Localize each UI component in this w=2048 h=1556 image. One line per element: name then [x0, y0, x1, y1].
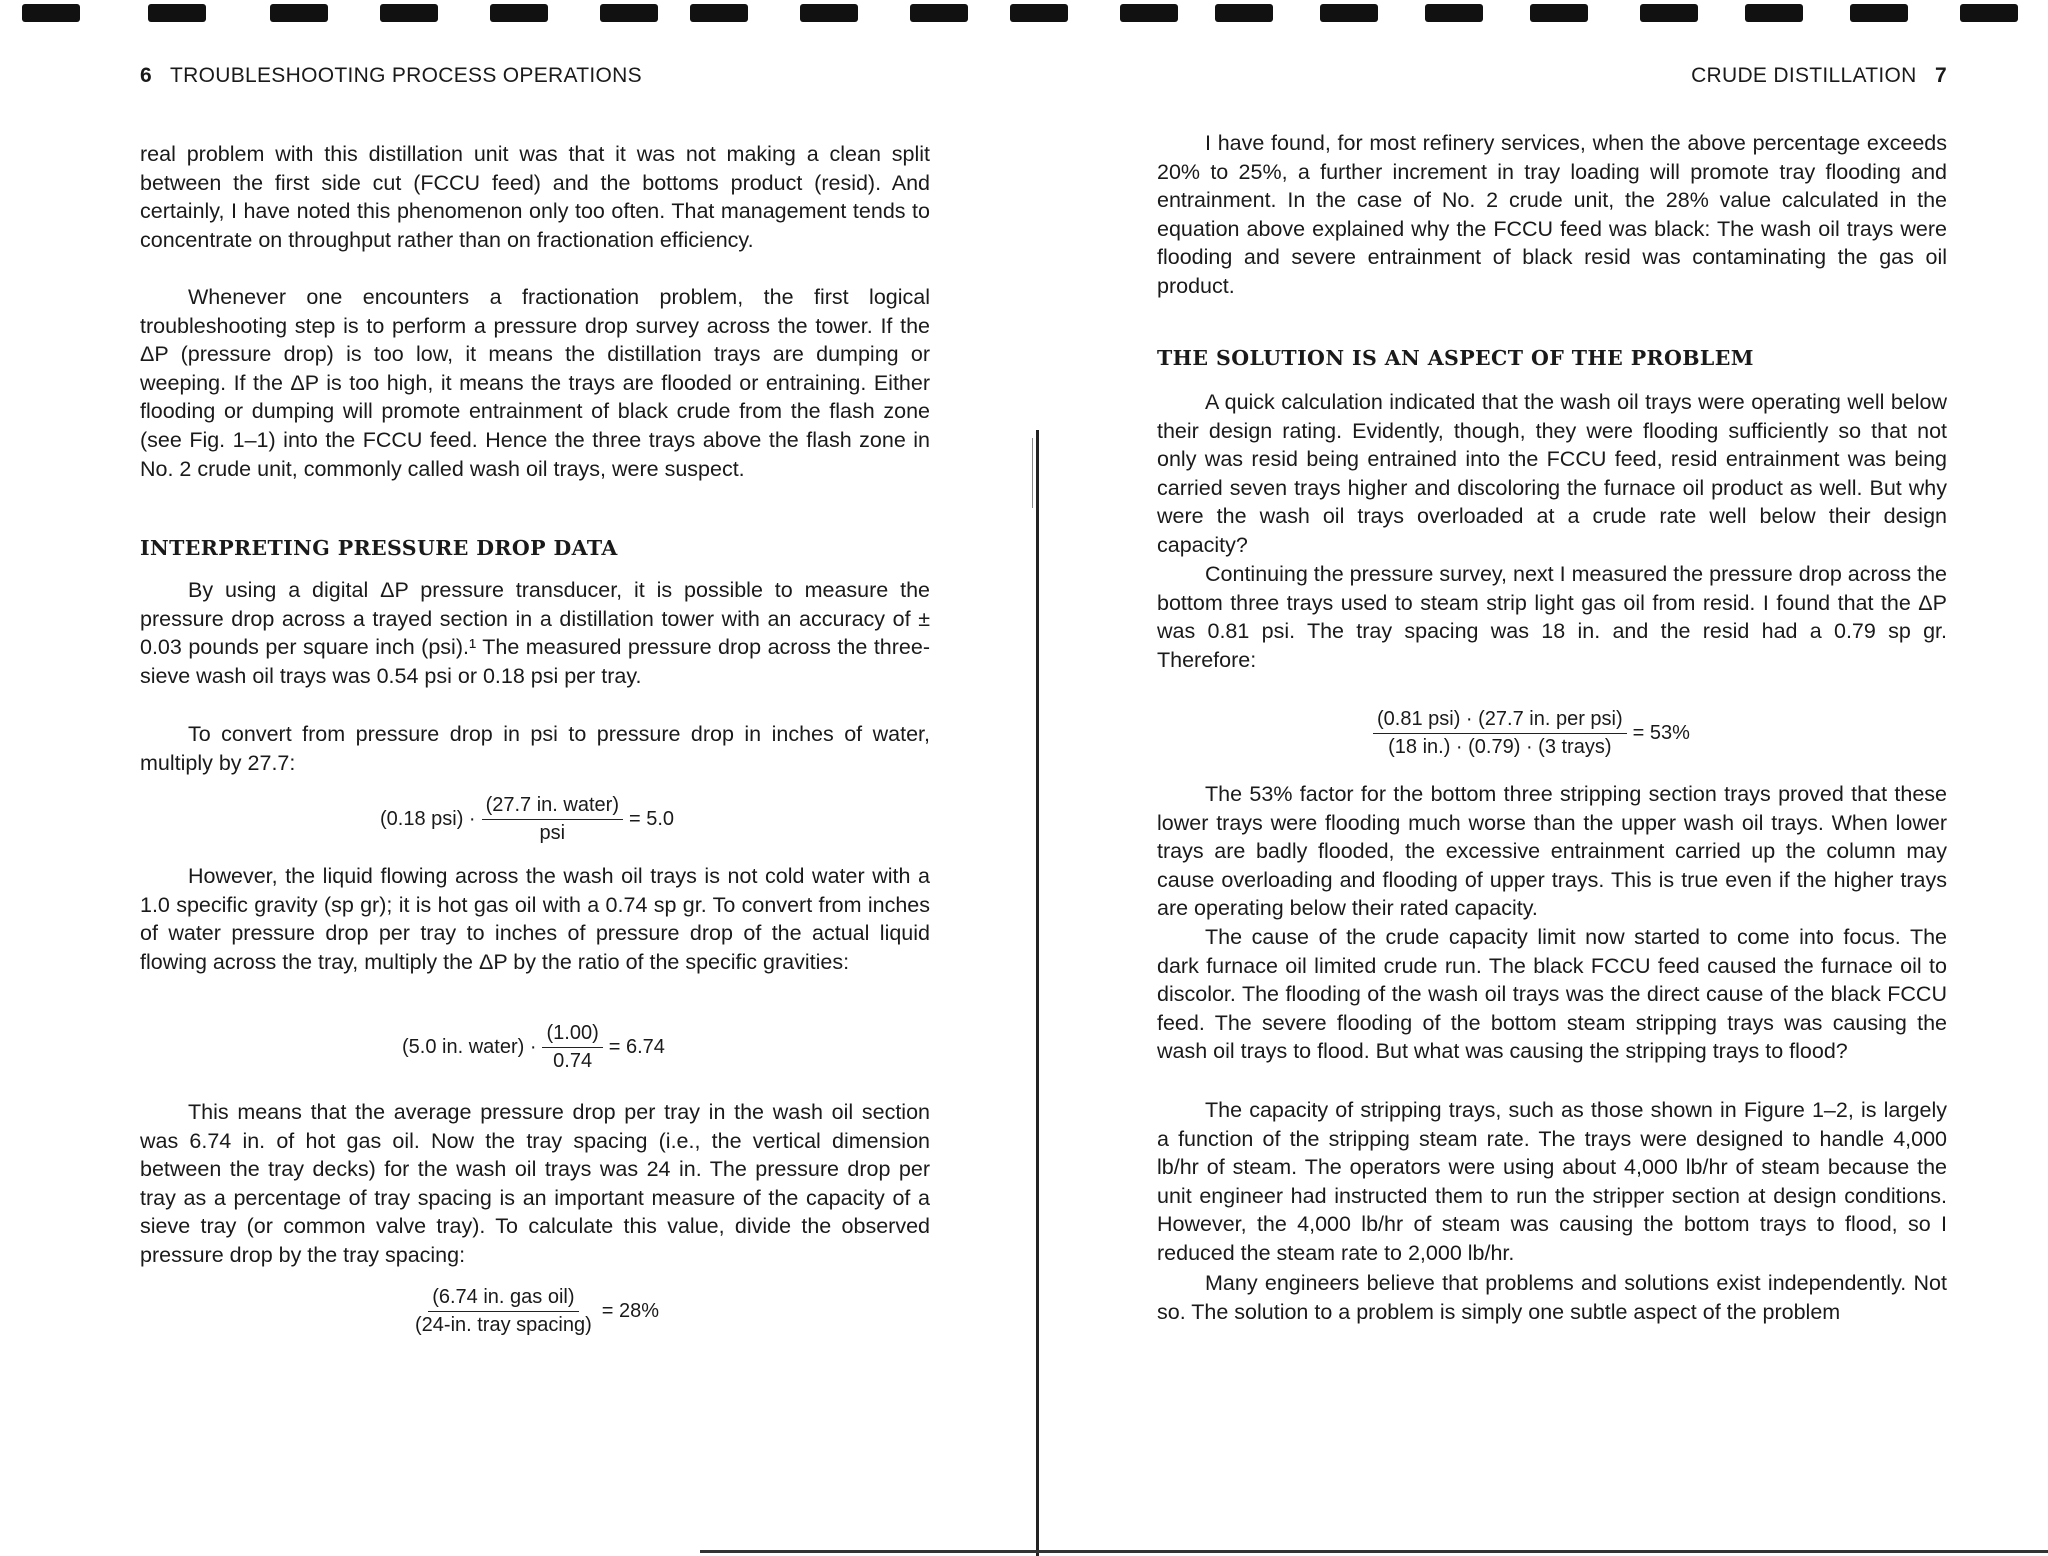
equation-percent-spacing: [405, 1286, 659, 1337]
paragraph: Continuing the pressure survey, next I measured the pressure drop across the bottom three trays used to steam strip light gas oil from resid. I found that the ΔP was 0.81 psi. The tray spacing was 18 in. and the resid had a 0.79 sp gr. Therefore:: [1157, 562, 1947, 672]
equation-fraction: [1373, 708, 1627, 759]
equation-fraction: [411, 1286, 596, 1337]
equation-result: = 53%: [1632, 722, 1690, 744]
running-title: CRUDE DISTILLATION: [1691, 64, 1917, 87]
equation-prefix: (0.18 psi) ·: [380, 808, 476, 830]
numerator: (0.81 psi) · (27.7 in. per psi): [1373, 708, 1627, 734]
paragraph: I have found, for most refinery services, when the above percentage exceeds 20% to 25%, a further increment in tray loading will promote tray flooding and entrainment. In the case of No. 2 crude unit, the 28% value calculated in the equation above explained why the FCCU feed was black: The wash oil trays were flooding and severe entrainment of black resid was contaminating the gas oil product.: [1157, 131, 1947, 298]
paragraph: The capacity of stripping trays, such as those shown in Figure 1–2, is largely a function of the stripping steam rate. The trays were designed to handle 4,000 lb/hr of steam. The operators were using about 4,000 lb/hr of steam because the unit engineer had instructed them to run the stripper section at design conditions. However, the 4,000 lb/hr of steam was causing the bottom trays to flood, so I reduced the steam rate to 2,000 lb/hr.: [1157, 1098, 1947, 1265]
paragraph: However, the liquid flowing across the wash oil trays is not cold water with a 1.0 specific gravity (sp gr); it is hot gas oil with a 0.74 sp gr. To convert from inches of water pressure drop per tray to inches of pressure drop of the actual liquid flowing across the tray, multiply the ΔP by the ratio of the specific gravities:: [140, 864, 930, 974]
spiral-binding: [0, 0, 2048, 26]
denominator: (18 in.) · (0.79) · (3 trays): [1388, 736, 1612, 758]
paragraph: To convert from pressure drop in psi to pressure drop in inches of water, multiply by 27.7:: [140, 722, 930, 775]
equation-result: = 5.0: [628, 808, 675, 830]
numerator: (1.00): [542, 1022, 602, 1048]
book-spine: [1036, 430, 1039, 1556]
equation-result: = 6.74: [608, 1036, 665, 1058]
paragraph: real problem with this distillation unit was that it was not making a clean split between the first side cut (FCCU feed) and the bottoms product (resid). And certainly, I have noted this phenomenon only too often. That management tends to concentrate on throughput rather than on fractionation efficiency.: [140, 142, 930, 252]
section-heading: INTERPRETING PRESSURE DROP DATA: [140, 536, 618, 560]
left-running-header: [140, 64, 642, 88]
numerator: (6.74 in. gas oil): [428, 1286, 578, 1312]
running-title: TROUBLESHOOTING PROCESS OPERATIONS: [170, 64, 642, 87]
paragraph: Whenever one encounters a fractionation problem, the first logical troubleshooting step is to perform a pressure drop survey across the tower. If the ΔP (pressure drop) is too low, it means the distillation trays are dumping or weeping. If the ΔP is too high, it means the trays are flooded or entraining. Either flooding or dumping will promote entrainment of black crude from the flash zone (see Fig. 1–1) into the FCCU feed. Hence the three trays above the flash zone in No. 2 crude unit, commonly called wash oil trays, were suspect.: [140, 285, 930, 481]
equation-stripping-percent: [1367, 708, 1690, 759]
equation-result: = 28%: [601, 1300, 660, 1322]
spine-shadow: [1032, 438, 1033, 508]
page-bottom-edge: [700, 1550, 2048, 1553]
denominator: psi: [539, 822, 566, 844]
equation-fraction: [542, 1022, 602, 1073]
page-number: 7: [1935, 64, 1947, 87]
page-number: 6: [140, 64, 152, 87]
paragraph: The cause of the crude capacity limit now started to come into focus. The dark furnace oil limited crude run. The black FCCU feed caused the furnace oil to discolor. The flooding of the wash oil trays was the direct cause of the black FCCU feed. The severe flooding of the bottom steam stripping trays was causing the wash oil trays to flood. But what was causing the stripping trays to flood?: [1157, 925, 1947, 1064]
numerator: (27.7 in. water): [482, 794, 623, 820]
right-running-header: [1691, 64, 1947, 88]
denominator: (24-in. tray spacing): [415, 1314, 592, 1336]
paragraph: A quick calculation indicated that the wash oil trays were operating well below their design rating. Evidently, though, they were flooding sufficiently so that not only was resid being entrained into the FCCU feed, resid entrainment was being carried seven trays higher and discoloring the furnace oil product as well. But why were the wash oil trays overloaded at a crude rate well below their design capacity?: [1157, 390, 1947, 557]
equation-fraction: [482, 794, 623, 845]
paragraph: The 53% factor for the bottom three stripping section trays proved that these lower trays were flooding much worse than the upper wash oil trays. When lower trays are badly flooded, the excessive entrainment carried up the column may cause overloading and flooding of upper trays. This is true even if the higher trays are operating below their rated capacity.: [1157, 782, 1947, 921]
equation-prefix: (5.0 in. water) ·: [402, 1036, 537, 1058]
section-heading: THE SOLUTION IS AN ASPECT OF THE PROBLEM: [1157, 346, 1754, 370]
denominator: 0.74: [553, 1050, 593, 1072]
paragraph: This means that the average pressure drop per tray in the wash oil section was 6.74 in. of hot gas oil. Now the tray spacing (i.e., the vertical dimension between the tray decks) for the wash oil trays was 24 in. The pressure drop per tray as a percentage of tray spacing is an important measure of the capacity of a sieve tray (or common valve tray). To calculate this value, divide the observed pressure drop by the tray spacing:: [140, 1100, 930, 1267]
paragraph: Many engineers believe that problems and solutions exist independently. Not so. The solution to a problem is simply one subtle aspect of the problem: [1157, 1271, 1947, 1324]
paragraph: By using a digital ΔP pressure transducer, it is possible to measure the pressure drop across a trayed section in a distillation tower with an accuracy of ± 0.03 pounds per square inch (psi).¹ The measured pressure drop across the three-sieve wash oil trays was 0.54 psi or 0.18 psi per tray.: [140, 578, 930, 688]
equation-water-conversion: [380, 794, 674, 845]
equation-specific-gravity: [402, 1022, 665, 1073]
